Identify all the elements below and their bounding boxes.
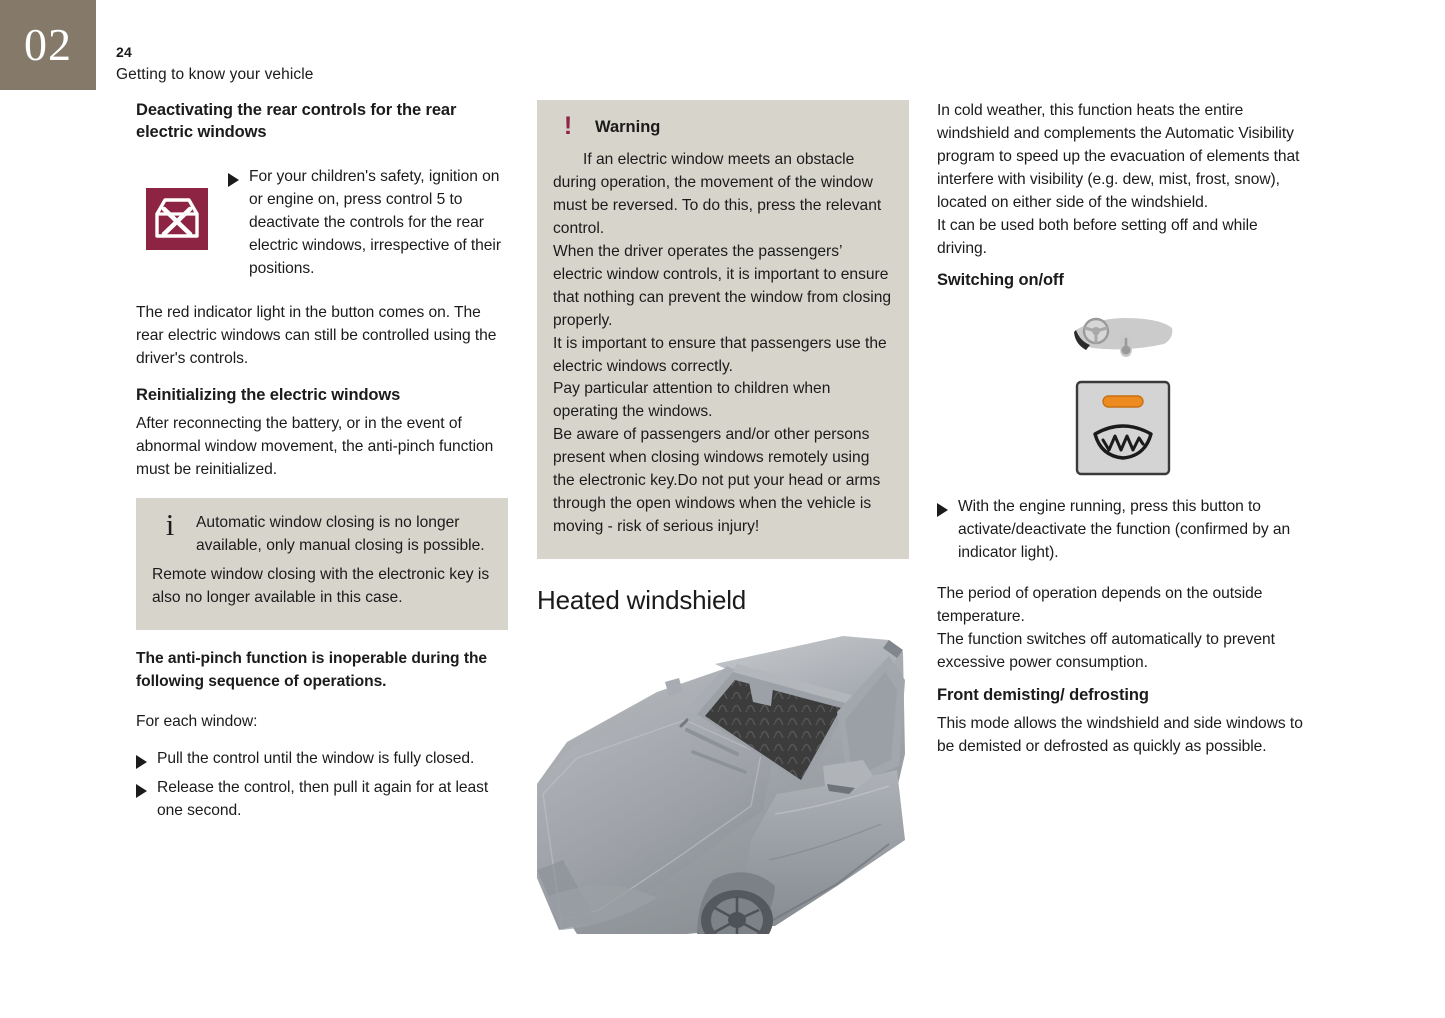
warning-paragraph-2: When the driver operates the passengers’ electric window controls, it is important to ensure that nothing can prevent the window from closing properly. [553,242,892,329]
section-title: Getting to know your vehicle [116,66,314,83]
bullet-pull-control [136,748,508,771]
car-heated-windshield-illustration [537,634,909,934]
warning-title: Warning [595,118,661,136]
info-box-header [152,506,492,558]
paragraph-anti-pinch-inoperable: The anti-pinch function is inoperable during the following sequence of operations. [136,649,488,690]
paragraph-reinitialize: After reconnecting the battery, or in the event of abnormal window movement, the anti-pinch function must be reinitialized. [136,415,494,479]
info-box-line-two: Remote window closing with the electronic key is also no longer available in this case. [152,565,490,606]
triangle-bullet-icon [136,784,147,798]
paragraph-demist-mode: This mode allows the windshield and side windows to be demisted or defrosted as quickly as possible. [937,714,1303,755]
bullet-text: For your children's safety, ignition on or engine on, press control 5 to deactivate the controls for the rear electric windows, irrespective of their positions. [249,167,501,277]
warning-paragraph-5: Be aware of passengers and/or other persons present when closing windows remotely using the electronic key.Do not put your head or arms through the open windows when the vehicle is moving - risk of serious injury! [553,426,881,535]
column-one [136,100,508,823]
column-two [537,100,909,934]
paragraph-cold-weather: In cold weather, this function heats the entire windshield and complements the Automatic Visibility program to speed up the evacuation of elements that interfere with visibility (e.g. dew, mist, frost, snow), located on either side of the windshield. [937,102,1300,211]
bullet-release-control [136,777,508,823]
chapter-number: 02 [24,19,72,70]
heated-windshield-button[interactable] [1073,378,1173,478]
paragraph-before-setting-off: It can be used both before setting off and while driving. [937,216,1258,257]
triangle-bullet-icon [136,755,147,769]
heading-reinitializing: Reinitializing the electric windows [136,386,401,405]
info-box [136,498,508,630]
heading-switching-on-off: Switching on/off [937,271,1064,290]
bullet-text: With the engine running, press this button to activate/deactivate the function (confirmed by an indicator light). [958,498,1291,562]
info-i-icon: i [165,506,175,542]
triangle-bullet-icon [937,503,948,517]
paragraph-for-each-window: For each window: [136,713,258,731]
triangle-bullet-icon [228,173,239,187]
paragraph-red-indicator: The red indicator light in the button comes on. The rear electric windows can still be controlled using the driver's controls. [136,304,497,368]
column-three [937,100,1309,759]
warning-paragraph-3: It is important to ensure that passengers use the electric windows correctly. [553,334,887,375]
info-box-line-one: Automatic window closing is no longer available, only manual closing is possible. [196,513,485,554]
chapter-badge [0,0,96,90]
warning-box [537,100,909,559]
bullet-children-safety [228,166,508,281]
warning-paragraph-1: If an electric window meets an obstacle during operation, the movement of the window must be reversed. To do this, press the relevant control. [553,151,882,238]
warning-paragraph-4: Pay particular attention to children when operating the windows. [553,380,831,421]
page-number: 24 [116,44,132,60]
heading-front-demisting: Front demisting/ defrosting [937,685,1149,704]
heading-heated-windshield: Heated windshield [537,584,747,615]
exclamation-icon: ! [563,112,573,140]
warning-box-header [553,112,893,140]
bullet-text: Release the control, then pull it again for at least one second. [157,779,489,820]
paragraph-period-of-operation: The period of operation depends on the outside temperature. [937,585,1263,626]
dashboard-location-illustration [1068,314,1178,362]
bullet-press-button [937,496,1309,565]
bullet-text: Pull the control until the window is fully closed. [157,750,475,768]
heading-deactivating-rear-controls: Deactivating the rear controls for the rear electric windows [136,101,457,141]
rear-window-lockout-icon [146,188,208,250]
icon-bullet-group [136,166,508,281]
paragraph-switches-off: The function switches off automatically to prevent excessive power consumption. [937,631,1275,671]
